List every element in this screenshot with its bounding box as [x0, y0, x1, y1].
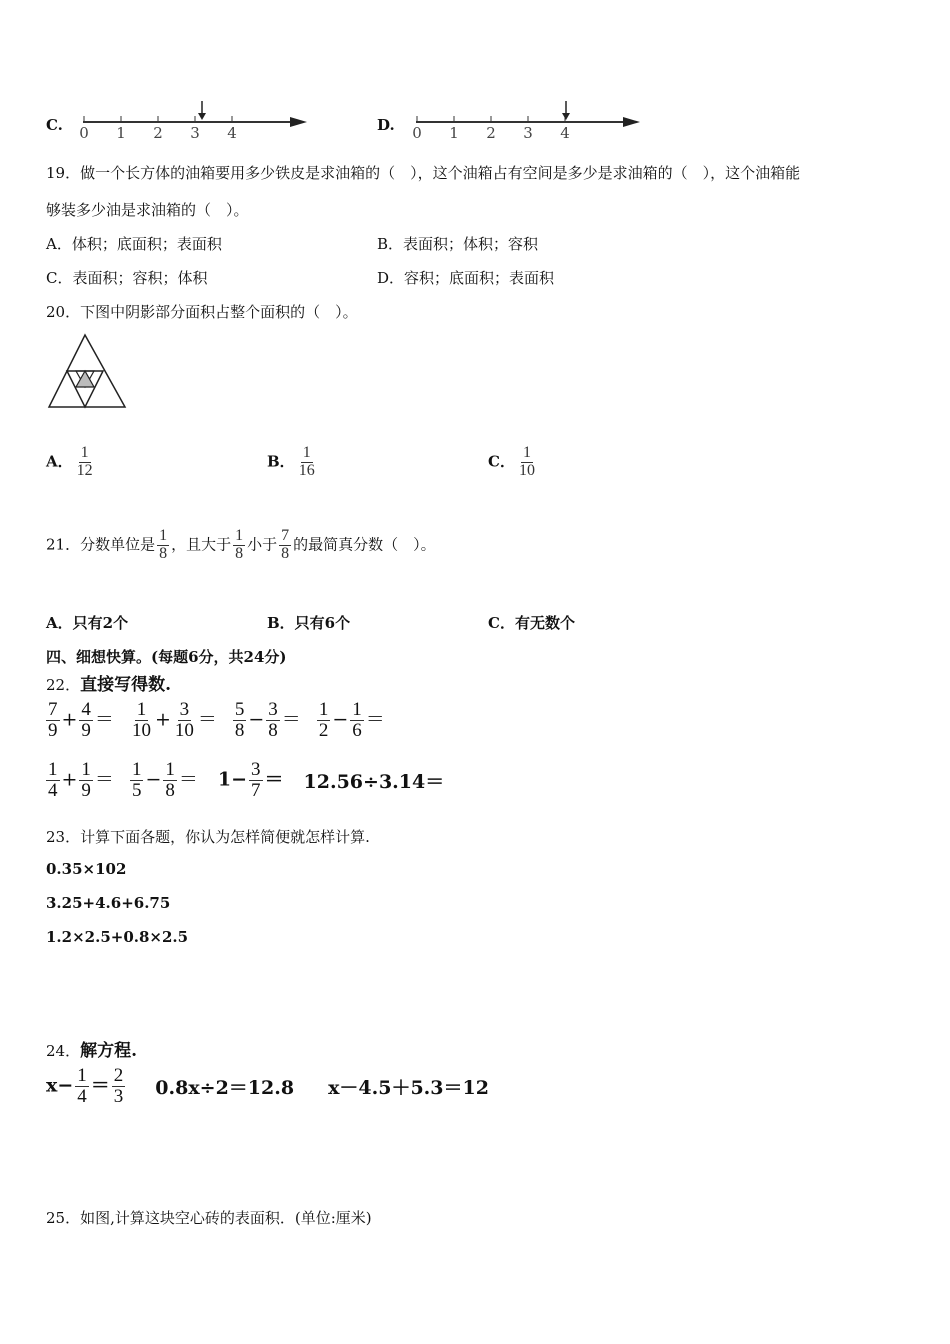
- q23-item: 1.2×2.5+0.8×2.5: [46, 928, 189, 946]
- q20-option-c[interactable]: [488, 445, 539, 480]
- option-label: A．: [46, 452, 73, 471]
- q22-row-1: [44, 700, 385, 741]
- q19-option-b[interactable]: B．表面积；体积；容积: [377, 235, 539, 253]
- tick-label: 4: [560, 124, 570, 140]
- q19-text-cont: 够装多少油是求油箱的（ ）。: [46, 201, 249, 219]
- q22-row-2: [44, 760, 444, 801]
- q22-title: 22．直接写得数.: [46, 675, 172, 695]
- number-line-d: [408, 98, 648, 140]
- q20-option-a[interactable]: [46, 445, 97, 480]
- section-heading: 四、细想快算。(每题6分，共24分): [46, 648, 287, 666]
- fraction: $\frac{1}{12}$: [76, 444, 93, 479]
- expression: $\frac{1}{2}$ − $\frac{1}{6}$ ＝: [318, 699, 385, 741]
- number-line-c: [75, 98, 315, 140]
- expression: $\frac{1}{5}$ − $\frac{1}{8}$ ＝: [131, 759, 198, 801]
- q25-text: 25．如图,计算这块空心砖的表面积．(单位:厘米): [46, 1209, 372, 1227]
- expression: 1− $\frac{3}{7}$ ＝: [217, 759, 284, 801]
- q19-option-d[interactable]: D．容积；底面积；表面积: [377, 269, 555, 287]
- tick-label: 3: [523, 124, 533, 140]
- fraction: $\frac{1}{8}$: [159, 527, 168, 562]
- option-d-label: D.: [377, 116, 395, 134]
- q21-option-c[interactable]: C．有无数个: [488, 614, 575, 632]
- q24-equations: [46, 1066, 489, 1107]
- q20-text: 20．下图中阴影部分面积占整个面积的（ ）。: [46, 303, 358, 321]
- option-label: C．: [488, 452, 515, 471]
- option-c-label: C.: [46, 116, 63, 134]
- equation-2: 0.8x÷2＝12.8: [155, 1076, 295, 1099]
- tick-label: 0: [79, 124, 89, 140]
- tick-label: 1: [449, 124, 459, 140]
- q20-option-b[interactable]: [267, 445, 319, 480]
- expression: $\frac{1}{10}$ + $\frac{3}{10}$ ＝: [131, 699, 217, 741]
- tick-label: 3: [190, 124, 200, 140]
- q24-title: 24．解方程.: [46, 1041, 138, 1061]
- expression: 12.56÷3.14＝: [303, 770, 445, 793]
- fraction: $\frac{1}{16}$: [298, 444, 315, 479]
- q21-text: 21．分数单位是 $\frac{1}{8}$ ，且大于 $\frac{1}{8}$ 小于 $\frac{7}{8}$ 的最简真分数（ ）。: [46, 527, 436, 562]
- q23-item: 3.25+4.6+6.75: [46, 894, 171, 912]
- q19-option-a[interactable]: A．体积；底面积；表面积: [46, 235, 222, 253]
- equation-1: x− $\frac{1}{4}$ ＝ $\frac{2}{3}$: [46, 1065, 124, 1107]
- option-label: B．: [267, 452, 295, 471]
- q19-option-c[interactable]: C．表面积；容积；体积: [46, 269, 208, 287]
- tick-label: 2: [153, 124, 163, 140]
- tick-label: 0: [412, 124, 422, 140]
- expression: $\frac{7}{9}$ + $\frac{4}{9}$ ＝: [48, 699, 114, 741]
- fraction: $\frac{7}{8}$: [281, 527, 290, 562]
- q19-text: 19．做一个长方体的油箱要用多少铁皮是求油箱的（ ），这个油箱占有空间是多少是求油箱的（ ），这个油箱能: [46, 164, 801, 182]
- q21-option-b[interactable]: B．只有6个: [267, 614, 351, 632]
- q23-title: 23．计算下面各题，你认为怎样简便就怎样计算.: [46, 828, 370, 846]
- expression: $\frac{1}{4}$ + $\frac{1}{9}$ ＝: [48, 759, 114, 801]
- tick-label: 1: [116, 124, 126, 140]
- fraction: $\frac{1}{8}$: [235, 527, 244, 562]
- triangle-figure: [45, 332, 130, 412]
- q23-item: 0.35×102: [46, 860, 127, 878]
- equation-3: x－4.5＋5.3＝12: [328, 1076, 489, 1099]
- tick-label: 2: [486, 124, 496, 140]
- fraction: $\frac{1}{10}$: [518, 444, 535, 479]
- tick-label: 4: [227, 124, 237, 140]
- q21-option-a[interactable]: A．只有2个: [46, 614, 129, 632]
- expression: $\frac{5}{8}$ − $\frac{3}{8}$ ＝: [234, 699, 301, 741]
